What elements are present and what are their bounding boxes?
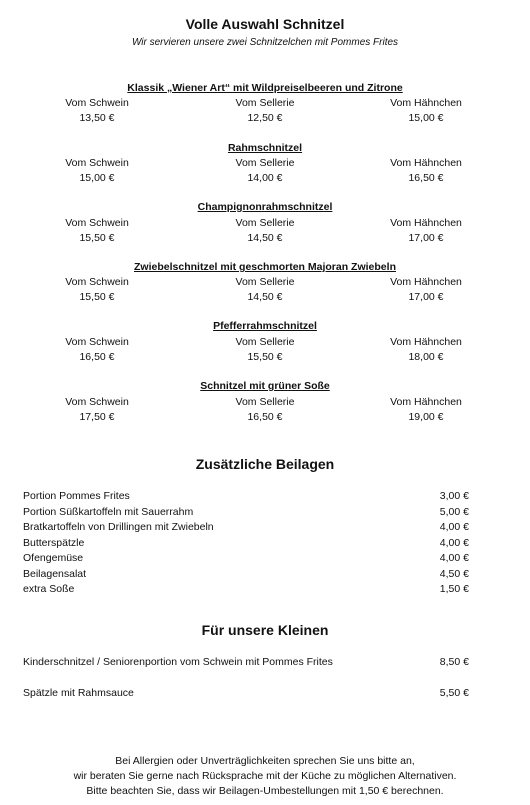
option-celery-price: 12,50 € <box>247 112 283 124</box>
side-price: 4,50 € <box>439 568 469 580</box>
schnitzel-name: Pfefferrahmschnitzel <box>213 320 317 332</box>
side-name: Portion Süßkartoffeln mit Sauerrahm <box>23 506 194 518</box>
option-pork-label: Vom Schwein <box>65 396 129 408</box>
option-pork-price: 15,50 € <box>79 232 115 244</box>
list-item <box>23 489 469 504</box>
option-pork-label: Vom Schwein <box>65 97 129 109</box>
option-pork-price: 16,50 € <box>79 351 115 363</box>
option-pork-label: Vom Schwein <box>65 276 129 288</box>
list-item <box>23 655 469 670</box>
option-chicken-price: 15,00 € <box>408 112 444 124</box>
kids-item-name: Kinderschnitzel / Seniorenportion vom Schwein mit Pommes Frites <box>23 656 333 668</box>
option-pork-price: 13,50 € <box>79 112 115 124</box>
option-pork-label: Vom Schwein <box>65 217 129 229</box>
option-celery-label: Vom Sellerie <box>235 336 295 348</box>
option-chicken-price: 16,50 € <box>408 172 444 184</box>
side-price: 5,00 € <box>439 506 469 518</box>
option-chicken-price: 18,00 € <box>408 351 444 363</box>
side-price: 1,50 € <box>439 583 469 595</box>
list-item <box>23 686 469 701</box>
option-pork-label: Vom Schwein <box>65 157 129 169</box>
list-item <box>23 567 469 582</box>
option-celery-price: 14,00 € <box>247 172 283 184</box>
list-item <box>23 551 469 566</box>
list-item <box>23 536 469 551</box>
option-chicken-label: Vom Hähnchen <box>390 217 462 229</box>
side-price: 3,00 € <box>439 490 469 502</box>
option-celery-price: 14,50 € <box>247 291 283 303</box>
side-name: Bratkartoffeln von Drillingen mit Zwiebeln <box>23 521 214 533</box>
option-celery-label: Vom Sellerie <box>235 157 295 169</box>
side-price: 4,00 € <box>439 537 469 549</box>
sides-heading: Zusätzliche Beilagen <box>195 456 335 472</box>
option-celery-label: Vom Sellerie <box>235 396 295 408</box>
side-name: Beilagensalat <box>23 568 87 580</box>
schnitzel-name: Champignonrahmschnitzel <box>197 201 333 213</box>
option-celery-price: 14,50 € <box>247 232 283 244</box>
menu-title: Volle Auswahl Schnitzel <box>185 16 345 32</box>
menu-subtitle: Wir servieren unsere zwei Schnitzelchen mit Pommes Frites <box>131 37 399 48</box>
list-item <box>23 505 469 520</box>
side-price: 4,00 € <box>439 521 469 533</box>
option-chicken-label: Vom Hähnchen <box>390 276 462 288</box>
option-celery-label: Vom Sellerie <box>235 97 295 109</box>
kids-item-price: 8,50 € <box>439 656 469 668</box>
option-pork-price: 17,50 € <box>79 411 115 423</box>
list-item <box>23 520 469 535</box>
option-pork-label: Vom Schwein <box>65 336 129 348</box>
option-celery-price: 15,50 € <box>247 351 283 363</box>
option-pork-price: 15,50 € <box>79 291 115 303</box>
kids-heading: Für unsere Kleinen <box>201 622 329 638</box>
option-chicken-price: 17,00 € <box>408 291 444 303</box>
option-chicken-label: Vom Hähnchen <box>390 396 462 408</box>
option-chicken-price: 17,00 € <box>408 232 444 244</box>
side-name: Ofengemüse <box>23 552 84 564</box>
schnitzel-name: Zwiebelschnitzel mit geschmorten Majoran Zwiebeln <box>134 261 396 273</box>
option-chicken-label: Vom Hähnchen <box>390 336 462 348</box>
allergy-note: Bei Allergien oder Unverträglichkeiten sprechen Sie uns bitte an, <box>115 755 415 767</box>
kids-item-name: Spätzle mit Rahmsauce <box>23 687 134 699</box>
surcharge-note: Bitte beachten Sie, dass wir Beilagen-Umbestellungen mit 1,50 € berechnen. <box>86 785 444 797</box>
schnitzel-name: Schnitzel mit grüner Soße <box>200 380 330 392</box>
schnitzel-name: Klassik „Wiener Art“ mit Wildpreiselbeeren und Zitrone <box>127 82 403 94</box>
allergy-note: wir beraten Sie gerne nach Rücksprache mit der Küche zu möglichen Alternativen. <box>73 770 457 782</box>
list-item <box>23 582 469 597</box>
schnitzel-name: Rahmschnitzel <box>227 142 303 154</box>
option-celery-label: Vom Sellerie <box>235 276 295 288</box>
side-name: Portion Pommes Frites <box>23 490 130 502</box>
side-price: 4,00 € <box>439 552 469 564</box>
option-chicken-label: Vom Hähnchen <box>390 97 462 109</box>
option-pork-price: 15,00 € <box>79 172 115 184</box>
side-name: Butterspätzle <box>23 537 85 549</box>
option-chicken-price: 19,00 € <box>408 411 444 423</box>
kids-item-price: 5,50 € <box>439 687 469 699</box>
side-name: extra Soße <box>23 583 75 595</box>
option-celery-label: Vom Sellerie <box>235 217 295 229</box>
option-celery-price: 16,50 € <box>247 411 283 423</box>
option-chicken-label: Vom Hähnchen <box>390 157 462 169</box>
